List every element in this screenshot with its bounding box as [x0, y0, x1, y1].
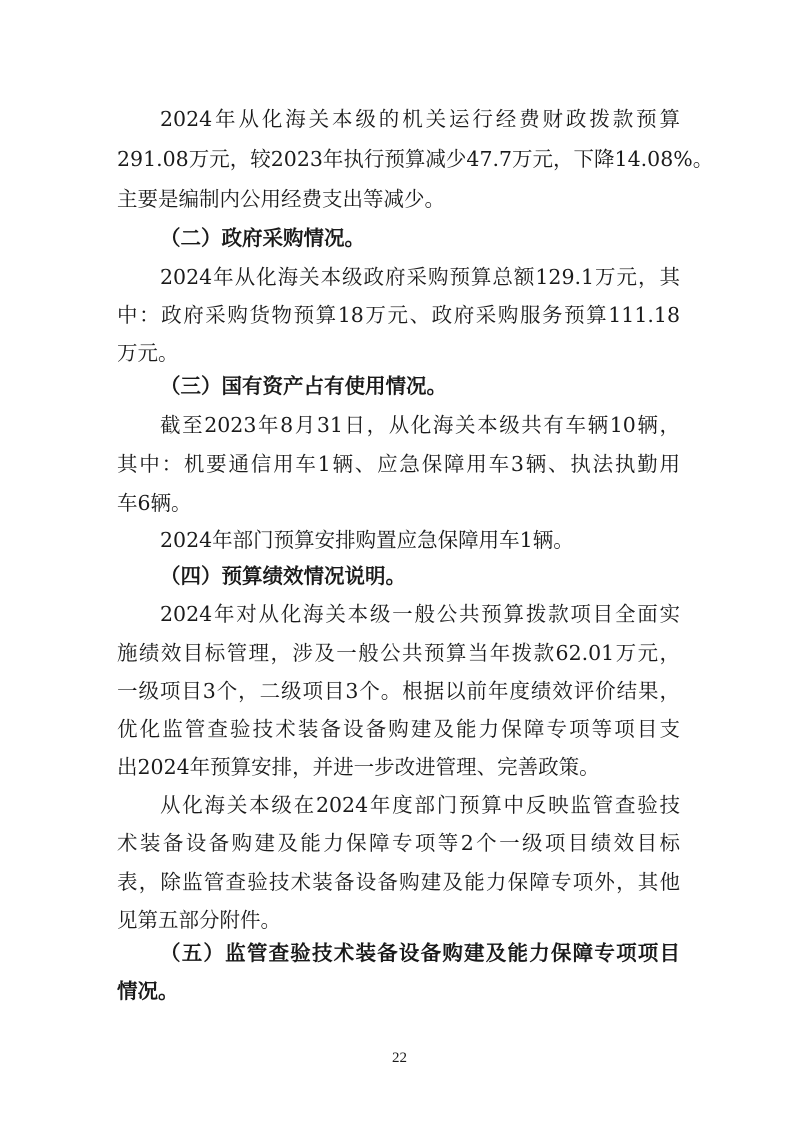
paragraph-line: 一级项目3个，二级项目3个。根据以前年度绩效评价结果，: [117, 679, 680, 703]
paragraph-line: 表，除监管查验技术装备设备购建及能力保障专项外，其他: [117, 870, 680, 894]
paragraph-line: 2024年从化海关本级的机关运行经费财政拨款预算: [160, 107, 680, 131]
paragraph-line: 主要是编制内公用经费支出等减少。: [117, 187, 445, 211]
paragraph-line: 优化监管查验技术装备设备购建及能力保障专项等项目支: [117, 717, 680, 741]
section-heading-performance: （四）预算绩效情况说明。: [160, 564, 406, 588]
paragraph-line: 从化海关本级在2024年度部门预算中反映监管查验技: [160, 793, 680, 817]
paragraph-line: 出2024年预算安排，并进一步改进管理、完善政策。: [117, 755, 600, 779]
paragraph-line: 万元。: [117, 341, 179, 365]
page-number: 22: [392, 1050, 407, 1066]
section-heading-project: （五）监管查验技术装备设备购建及能力保障专项项目: [160, 941, 680, 965]
paragraph-line: 见第五部分附件。: [117, 908, 281, 932]
paragraph-line: 施绩效目标管理，涉及一般公共预算当年拨款62.01万元，: [117, 641, 680, 665]
section-heading-project-cont: 情况。: [117, 979, 179, 1003]
section-heading-procurement: （二）政府采购情况。: [160, 226, 365, 250]
paragraph-line: 其中：机要通信用车1辆、应急保障用车3辆、执法执勤用: [117, 452, 680, 476]
paragraph-line: 2024年对从化海关本级一般公共预算拨款项目全面实: [160, 602, 680, 626]
paragraph-line: 2024年部门预算安排购置应急保障用车1辆。: [160, 528, 574, 552]
paragraph-line: 车6辆。: [117, 491, 192, 515]
section-heading-assets: （三）国有资产占有使用情况。: [160, 374, 447, 398]
paragraph-line: 中：政府采购货物预算18万元、政府采购服务预算111.18: [117, 303, 680, 327]
paragraph-line: 术装备设备购建及能力保障专项等2个一级项目绩效目标: [117, 831, 680, 855]
paragraph-line: 截至2023年8月31日，从化海关本级共有车辆10辆，: [160, 413, 680, 437]
paragraph-line: 2024年从化海关本级政府采购预算总额129.1万元，其: [160, 265, 680, 289]
paragraph-line: 291.08万元，较2023年执行预算减少47.7万元，下降14.08%。: [117, 147, 714, 171]
